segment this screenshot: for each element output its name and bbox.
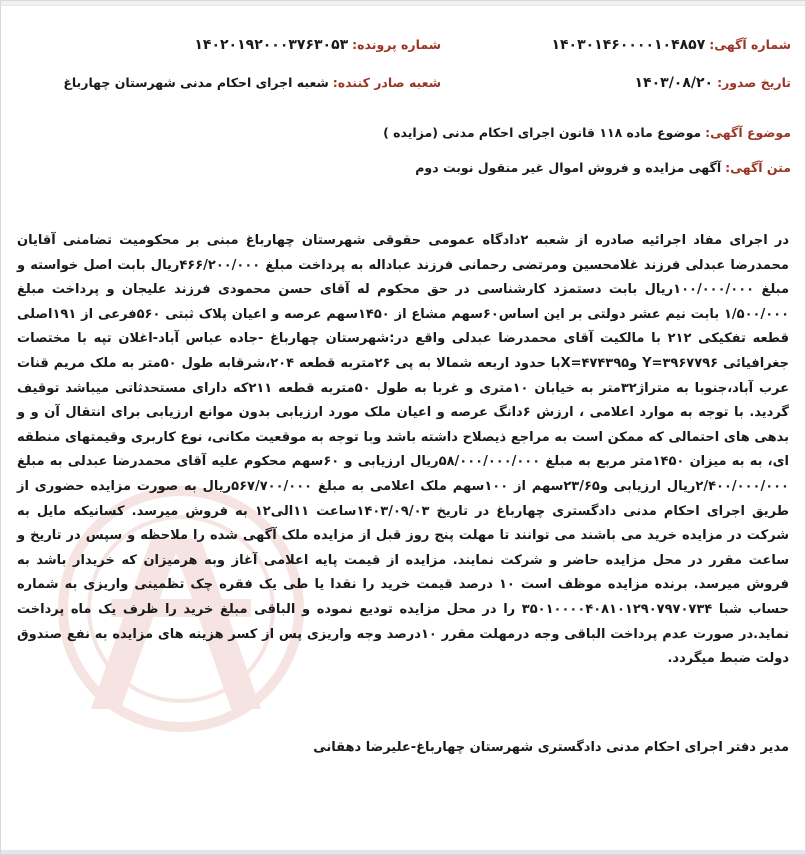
signature-line: مدیر دفتر اجرای احکام مدنی دادگستری شهرستان چهارباغ-علیرضا دهقانی <box>313 740 789 755</box>
top-edge <box>1 1 805 6</box>
issuer-value: شعبه اجرای احکام مدنی شهرستان چهارباغ <box>63 75 329 90</box>
file-number-label: شماره پرونده: <box>352 37 441 52</box>
issuer-label: شعبه صادر کننده: <box>332 75 441 90</box>
ad-number-field <box>551 35 791 55</box>
issuer-field <box>63 73 441 93</box>
ad-number-label: شماره آگهی: <box>709 37 791 52</box>
subject-label: موضوع آگهی: <box>705 125 791 140</box>
issue-date-field <box>635 73 791 93</box>
ad-text-value: آگهی مزایده و فروش اموال غیر منقول نوبت دوم <box>415 160 722 175</box>
subject-value: موضوع ماده ۱۱۸ قانون اجرای احکام مدنی (مزایده ) <box>383 125 702 140</box>
subject-field <box>383 123 791 143</box>
issue-date-value: ۱۴۰۳/۰۸/۲۰ <box>634 75 714 91</box>
issue-date-label: تاریخ صدور: <box>717 75 791 90</box>
ad-number-value: ۱۴۰۳۰۱۴۶۰۰۰۰۱۰۴۸۵۷ <box>551 37 706 53</box>
bottom-edge <box>1 850 805 854</box>
ad-text-field <box>415 158 791 178</box>
notice-body: در اجرای مفاد اجرائیه صادره از شعبه ۲دادگاه عمومی حقوقی شهرستان چهارباغ مبنی بر محکومیت تضامنی آقایان محمدرضا عبدلی فرزند غلامحسین ومرتضی رحمانی فرزند عباداله به پرداخت مبلغ ۴۶۶/۲۰۰/۰۰۰ریال بابت اصل خواسته و مبلغ ۱۰۰/۰۰۰/۰۰۰ریال بابت دستمزد کارشناسی در حق محکوم له آقای حسن محمودی فرزند علیجان و پرداخت مبلغ ۱/۵۰۰/۰۰۰ بابت نیم عشر دولتی بر این اساس۶۰سهم مشاع از ۱۴۵۰سهم عرصه و اعیان پلاک ثبتی ۵۶۰فرعی از ۱۹۱اصلی قطعه تفکیکی ۲۱۲ با مالکیت آقای محمدرضا عبدلی واقع در:شهرستان چهارباغ -جاده عباس آباد-اغلان تپه با مختصات جغرافیائی ۳۹۶۷۷۹۶=Y و۴۷۴۳۹۵=Xبا حدود اربعه شمالا به پی ۲۶متربه قطعه ۲۰۴،شرقابه طول ۵۰متر به ملک مریم قنات عرب آباد،جنوبا به متراژ۳۲متر به خیابان ۱۰متری و غربا به طول ۵۰متربه قطعه ۲۱۱که دارای مستحدثاتی میباشد توقیف گردید. با توجه به موارد اعلامی ، ارزش ۶دانگ عرصه و اعیان ملک مورد ارزیابی بدون موانع ارزیابی برای انتقال آن و و بدهی های احتمالی که ممکن است به مراجع ذیصلاح داشته باشد وبا توجه به موقعیت مکانی، نوع کاربری وقیمتهای منطقه ای، به به میزان ۱۴۵۰متر مربع به مبلغ ۵۸/۰۰۰/۰۰۰/۰۰۰ریال ارزیابی و ۶۰سهم محکوم علیه آقای محمدرضا عبدلی به مبلغ ۲/۴۰۰/۰۰۰/۰۰۰ریال ارزیابی و۲۳/۶۵سهم از ۱۰۰سهم ملک اعلامی به مبلغ ۵۶۷/۷۰۰/۰۰۰ریال به صورت مزایده حضوری از طریق اجرای احکام مدنی دادگستری چهارباغ در تاریخ ۱۴۰۳/۰۹/۰۳ساعت ۱۱الی۱۲ به فروش میرسد. کسانیکه مایل به شرکت در مزایده خرید می باشند می توانند تا مهلت پنج روز قبل از مزایده ملک آگهی شده را ملاحظه و سپس در تاریخ و ساعت مقرر در محل مزایده حاضر و شرکت نمایند. مزایده از قیمت پایه اعلامی آغاز وبه هرمیزان که خریدار باشد به فروش میرسد. برنده مزایده موظف است ۱۰ درصد قیمت خرید را نقدا یا طی یک فقره چک تظمینی واریزی به شماره حساب شبا ۳۵۰۱۰۰۰۰۴۰۸۱۰۱۲۹۰۷۹۷۰۷۳۴ را در محل مزایده تودیع نموده و الباقی مبلغ خرید را ظرف یک ماه پرداخت نماید.در صورت عدم پرداخت الباقی وجه درمهلت مقرر ۱۰درصد وجه واریزی پس از کسر هزینه های مزایده به نفع صندوق دولت ضبط میگردد. <box>17 233 790 667</box>
file-number-field <box>194 35 441 55</box>
file-number-value: ۱۴۰۲۰۱۹۲۰۰۰۳۷۶۳۰۵۳ <box>194 37 349 53</box>
ad-text-label: متن آگهی: <box>725 160 791 175</box>
